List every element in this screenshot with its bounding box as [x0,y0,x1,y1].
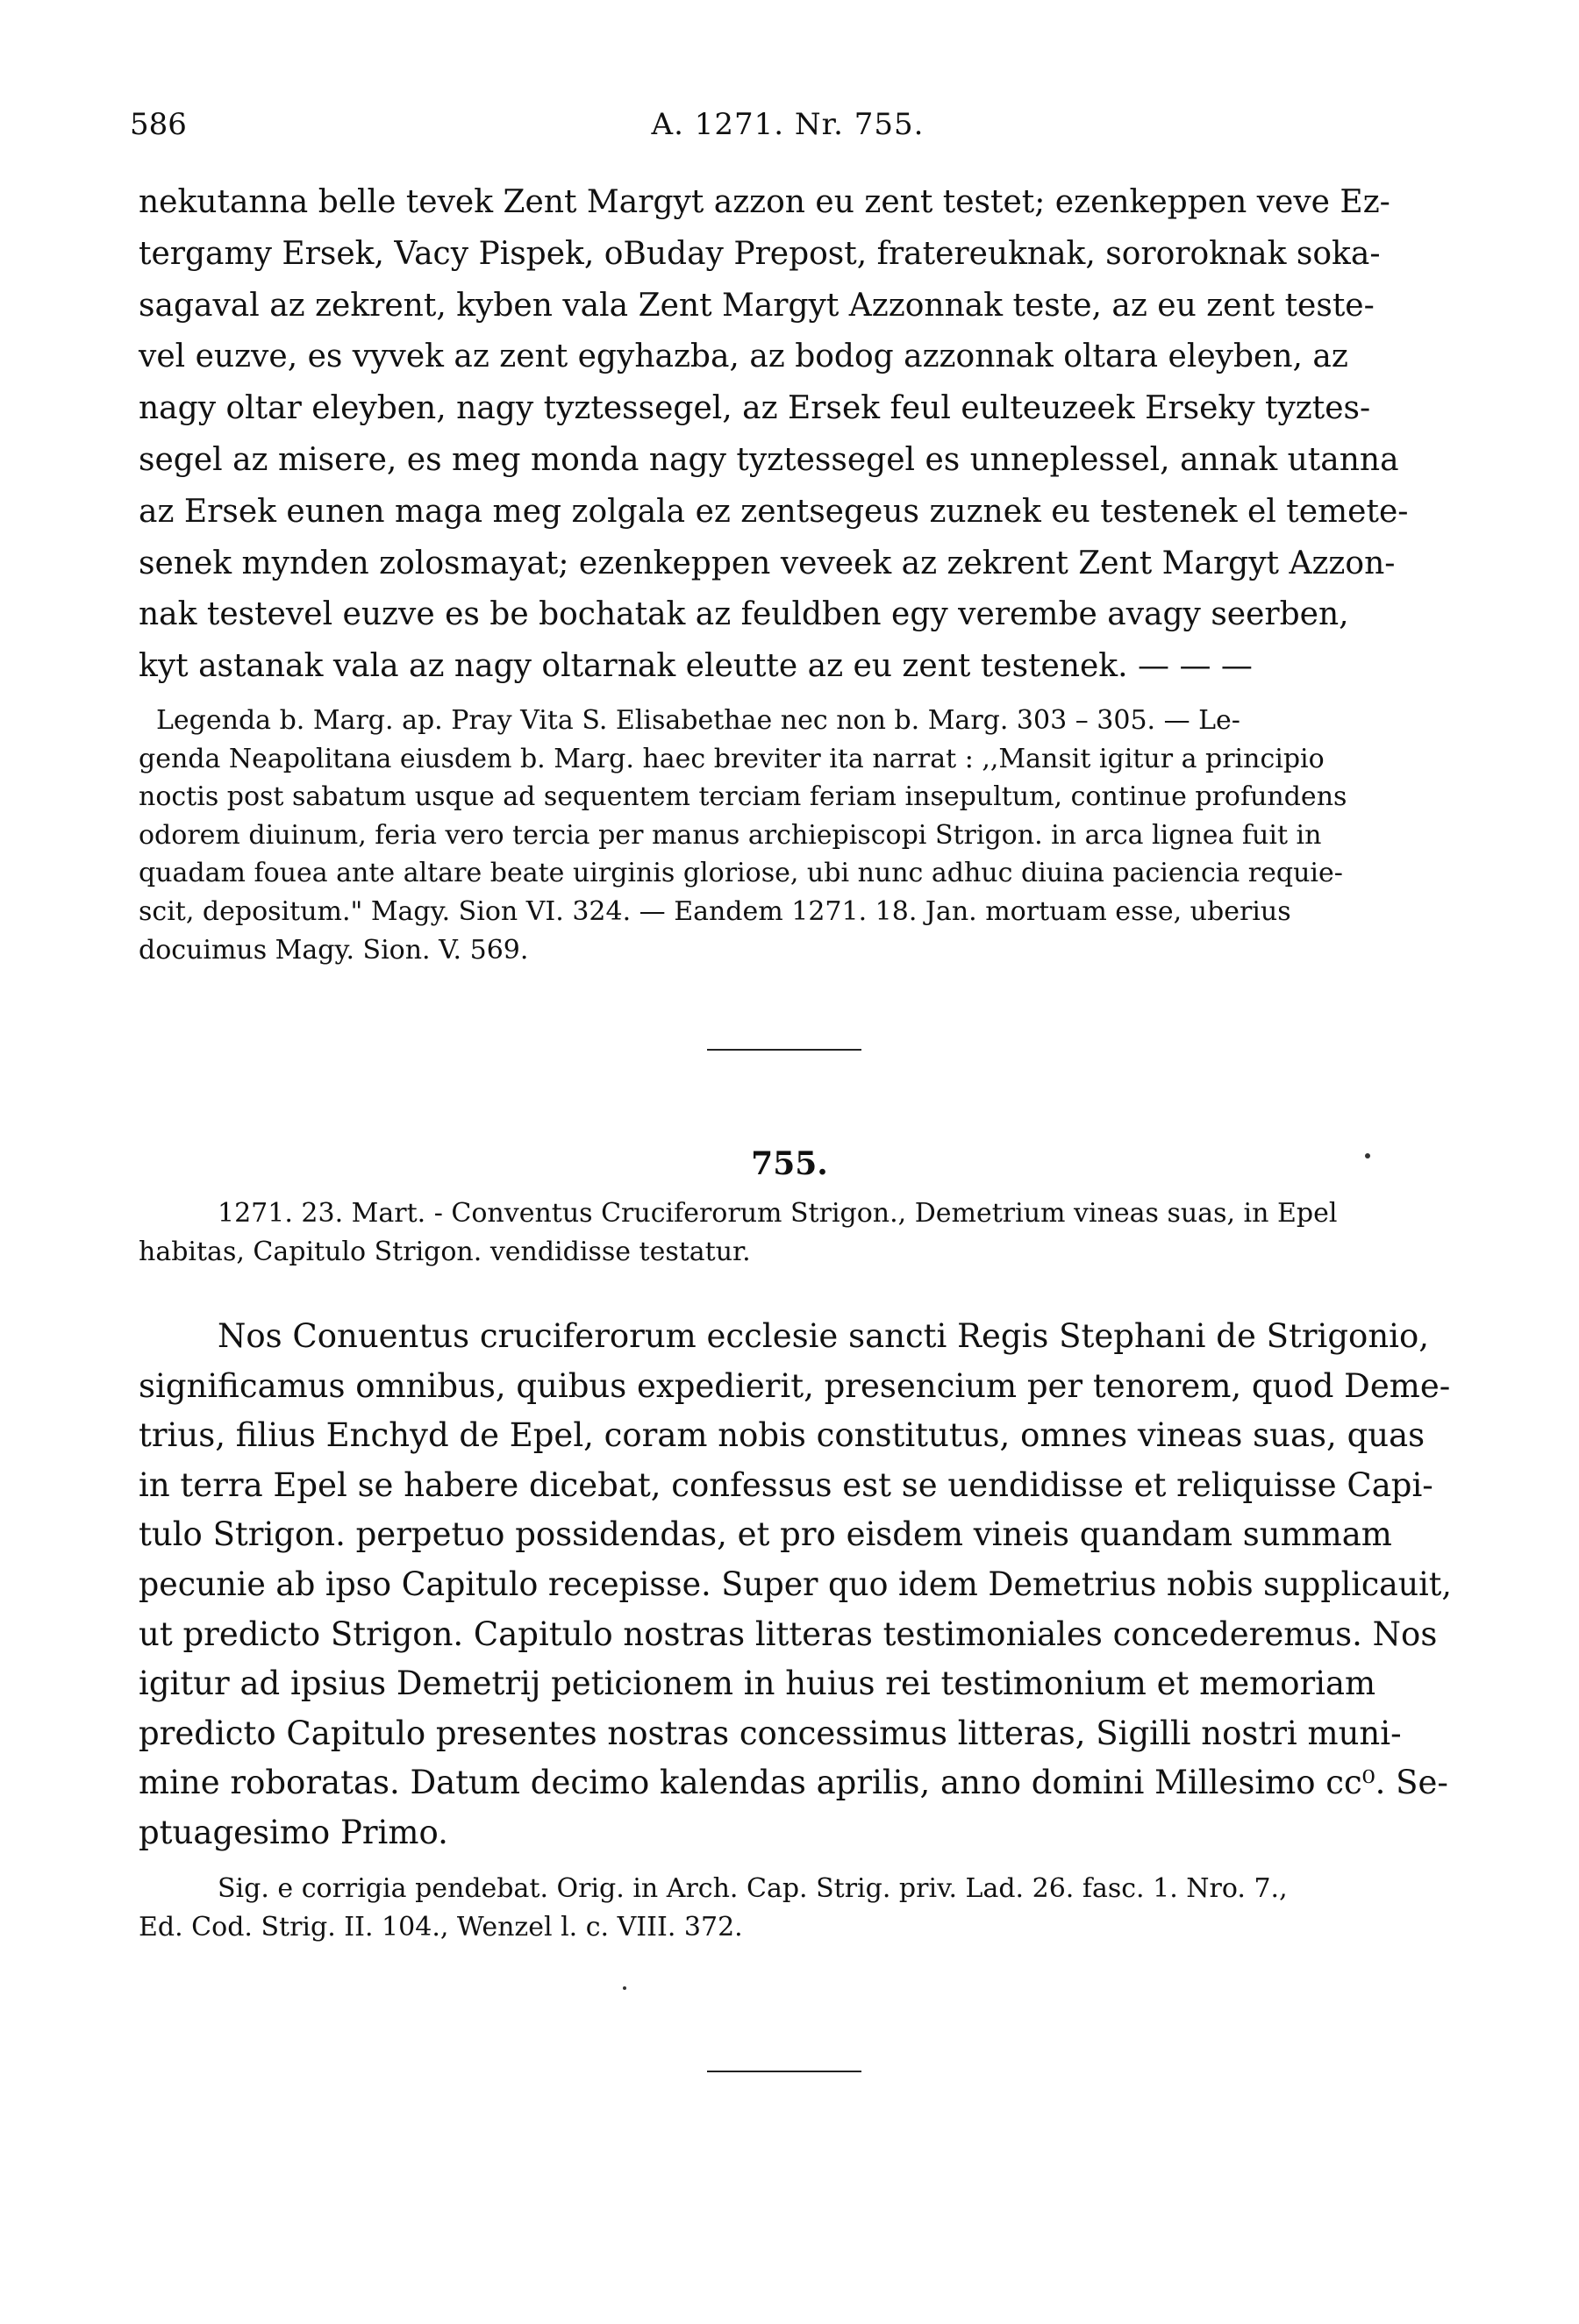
source-line: Ed. Cod. Strig. II. 104., Wenzel l. c. VIII. 372. [139,1911,743,1943]
note-line: noctis post sabatum usque ad sequentem terciam feriam insepultum, continue profundens [139,781,1347,813]
charter-line: ut predicto Strigon. Capitulo nostras litteras testimoniales concederemus. Nos [139,1615,1438,1653]
text-line: az Ersek eunen maga meg zolgala ez zentsegeus zuznek eu testenek el temete- [139,493,1409,530]
text-line: sagaval az zekrent, kyben vala Zent Margyt Azzonnak teste, az eu zent teste- [139,287,1375,324]
text-line: nagy oltar eleyben, nagy tyztessegel, az Ersek feul eulteuzeek Erseky tyztes- [139,390,1371,427]
note-line: quadam fouea ante altare beate uirginis gloriose, ubi nunc adhuc diuina paciencia requie- [139,858,1343,889]
speck-mark [1365,1153,1370,1158]
charter-line: predicto Capitulo presentes nostras concessimus litteras, Sigilli nostri muni- [139,1714,1402,1752]
continuation-paragraph [139,177,1452,693]
text-line: nak testevel euzve es be bochatak az feuldben egy verembe avagy seerben, [139,596,1349,633]
note-line: odorem diuinum, feria vero tercia per manus archiepiscopi Strigon. in arca lignea fuit in [139,819,1322,851]
charter-line: tulo Strigon. perpetuo possidendas, et pro eisdem vineis quandam summam [139,1515,1392,1554]
text-line: tergamy Ersek, Vacy Pispek, oBuday Prepost, fratereuknak, sororoknak soka- [139,235,1381,272]
running-head: A. 1271. Nr. 755. [651,107,925,142]
speck-mark [623,1986,626,1990]
text-line: nekutanna belle tevek Zent Margyt azzon eu zent testet; ezenkeppen veve Ez- [139,184,1390,220]
text-line: segel az misere, es meg monda nagy tyztessegel es unneplessel, annak utanna [139,441,1399,478]
charter-line: Nos Conuentus cruciferorum ecclesie sancti Regis Stephani de Strigonio, [218,1317,1430,1355]
legend-note [139,702,1452,969]
text-line: senek mynden zolosmayat; ezenkeppen veveek az zekrent Zent Margyt Azzon- [139,545,1396,581]
source-line: Sig. e corrigia pendebat. Orig. in Arch. Cap. Strig. priv. Lad. 26. fasc. 1. Nro. 7., [218,1873,1288,1904]
text-line: kyt astanak vala az nagy oltarnak eleutte az eu zent testenek. — — — [139,648,1253,685]
summary-line: 1271. 23. Mart. - Conventus Cruciferorum Strigon., Demetrium vineas suas, in Epel [218,1198,1338,1229]
charter-line: igitur ad ipsius Demetrij peticionem in huius rei testimonium et memoriam [139,1665,1376,1703]
source-note [139,1870,1452,1946]
note-line: Legenda b. Marg. ap. Pray Vita S. Elisabethae nec non b. Marg. 303 – 305. — Le- [156,705,1240,736]
summary-line: habitas, Capitulo Strigon. vendidisse testatur. [139,1236,751,1267]
section-divider [707,1049,861,1051]
document-number: 755. [751,1145,828,1182]
page-number: 586 [130,107,187,142]
charter-line: pecunie ab ipso Capitulo recepisse. Super quo idem Demetrius nobis supplicauit, [139,1565,1452,1603]
charter-line: mine roboratas. Datum decimo kalendas aprilis, anno domini Millesimo cc⁰. Se- [139,1764,1448,1802]
charter-line: ptuagesimo Primo. [139,1813,448,1851]
document-summary [139,1194,1452,1271]
end-divider [707,2071,861,2072]
charter-text [139,1312,1452,1858]
text-line: vel euzve, es vyvek az zent egyhazba, az bodog azzonnak oltara eleyben, az [139,339,1348,375]
note-line: genda Neapolitana eiusdem b. Marg. haec breviter ita narrat : ,,Mansit igitur a principio [139,743,1325,774]
note-line: docuimus Magy. Sion. V. 569. [139,934,529,966]
note-line: scit, depositum." Magy. Sion VI. 324. — Eandem 1271. 18. Jan. mortuam esse, uberius [139,895,1291,927]
charter-line: trius, filius Enchyd de Epel, coram nobis constitutus, omnes vineas suas, quas [139,1416,1425,1455]
charter-line: significamus omnibus, quibus expedierit, presencium per tenorem, quod Deme- [139,1366,1451,1405]
charter-line: in terra Epel se habere dicebat, confessus est se uendidisse et reliquisse Capi- [139,1465,1433,1504]
page-header [130,107,1446,151]
